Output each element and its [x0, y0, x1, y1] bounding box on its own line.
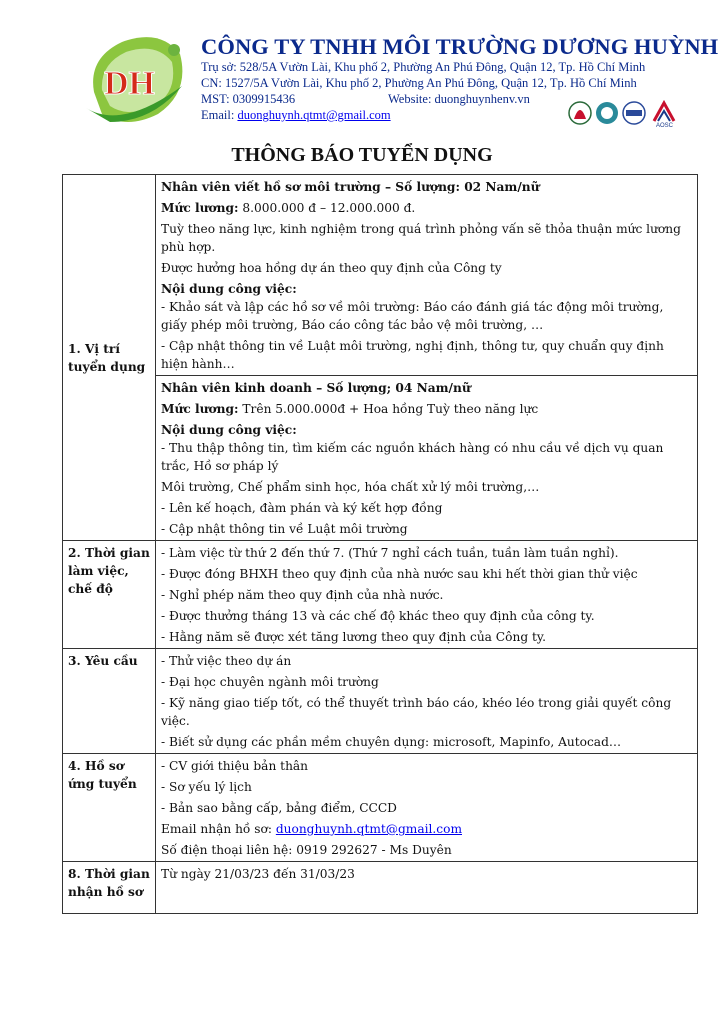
- page-title: THÔNG BÁO TUYỂN DỤNG: [231, 144, 493, 166]
- requirement-item: - Kỹ năng giao tiếp tốt, có thể thuyết trình báo cáo, khéo léo trong giải quyết công việc.: [161, 696, 672, 728]
- requirement-item: - Biết sử dụng các phần mềm chuyên dụng: microsoft, Mapinfo, Autocad…: [161, 735, 622, 749]
- svg-text:DH: DH: [104, 65, 155, 102]
- application-phone: Số điện thoại liên hệ: 0919 292627 - Ms Duyên: [161, 843, 452, 857]
- positions-label: 1. Vị trí tuyển dụng: [63, 175, 156, 541]
- working-item: - Được thưởng tháng 13 và các chế độ khác theo quy định của công ty.: [161, 609, 595, 623]
- application-item: - Bản sao bằng cấp, bảng điểm, CCCD: [161, 801, 397, 815]
- table-row: [63, 541, 698, 649]
- job2-title: Nhân viên kinh doanh – Số lượng; 04 Nam/nữ: [161, 381, 471, 395]
- job1-duties-label: Nội dung công việc:: [161, 282, 297, 296]
- requirement-item: - Thử việc theo dự án: [161, 654, 292, 668]
- working-cell: [156, 541, 698, 649]
- job2-duties-label: Nội dung công việc:: [161, 423, 297, 437]
- job1-cell: [156, 175, 698, 376]
- certification-logos: [568, 99, 688, 127]
- table-row: [63, 862, 698, 914]
- application-email-link[interactable]: duonghuynh.qtmt@gmail.com: [275, 822, 462, 836]
- application-email-line: Email nhận hồ sơ: duonghuynh.qtmt@gmail.com: [161, 822, 462, 836]
- deadline-value: Từ ngày 21/03/23 đến 31/03/23: [156, 862, 698, 914]
- deadline-label: 8. Thời gian nhận hồ sơ: [63, 862, 156, 914]
- table-row: [63, 649, 698, 754]
- job1-duty: - Khảo sát và lập các hồ sơ về môi trường: Báo cáo đánh giá tác động môi trường, giấy phép môi trường, Báo cáo công tác bảo vệ môi trường, …: [161, 300, 664, 332]
- application-label: 4. Hồ sơ ứng tuyển: [63, 754, 156, 862]
- requirements-label: 3. Yêu cầu: [63, 649, 156, 754]
- table-row: [63, 376, 698, 541]
- working-item: - Hằng năm sẽ được xét tăng lương theo quy định của Công ty.: [161, 630, 547, 644]
- email-label: Email:: [201, 108, 238, 122]
- working-item: - Nghỉ phép năm theo quy định của nhà nước.: [161, 588, 444, 602]
- tech-logo: [596, 102, 618, 124]
- company-name: CÔNG TY TNHH MÔI TRƯỜNG DƯƠNG HUỲNH: [201, 34, 719, 59]
- aosc-logo: [654, 103, 674, 127]
- application-item: - CV giới thiệu bản thân: [161, 759, 309, 773]
- company-logo: [82, 30, 188, 130]
- branch-address: CN: 1527/5A Vườn Lài, Khu phố 2, Phường An Phú Đông, Quận 12, Tp. Hồ Chí Minh: [201, 76, 637, 90]
- job2-duty: - Thu thập thông tin, tìm kiếm các nguồn khách hàng có nhu cầu về dịch vụ quan trắc, Hồ sơ pháp lý: [161, 441, 664, 473]
- requirements-cell: [156, 649, 698, 754]
- header-email-link[interactable]: duonghuynh.qtmt@gmail.com: [237, 108, 391, 122]
- job2-duty: - Cập nhật thông tin về Luật môi trường: [161, 522, 408, 536]
- job1-note2: Được hưởng hoa hồng dự án theo quy định của Công ty: [161, 261, 502, 275]
- head-office-address: Trụ sở: 528/5A Vườn Lài, Khu phố 2, Phường An Phú Đông, Quận 12, Tp. Hồ Chí Minh: [201, 60, 646, 74]
- table-row: [63, 754, 698, 862]
- job2-duty: - Lên kế hoạch, đàm phán và ký kết hợp đồng: [161, 501, 443, 515]
- working-item: - Được đóng BHXH theo quy định của nhà nước sau khi hết thời gian thử việc: [161, 567, 638, 581]
- job2-cell: [156, 376, 698, 541]
- job1-salary: Mức lương: 8.000.000 đ – 12.000.000 đ.: [161, 201, 416, 215]
- tax-code: MST: 0309915436: [201, 92, 296, 106]
- website: Website: duonghuynhenv.vn: [388, 92, 530, 106]
- application-cell: [156, 754, 698, 862]
- header-email-line: [201, 108, 391, 123]
- working-item: - Làm việc từ thứ 2 đến thứ 7. (Thứ 7 nghỉ cách tuần, tuần làm tuần nghỉ).: [161, 546, 619, 560]
- job1-title: Nhân viên viết hồ sơ môi trường – Số lượng: 02 Nam/nữ: [161, 180, 540, 194]
- requirement-item: - Đại học chuyên ngành môi trường: [161, 675, 379, 689]
- application-item: - Sơ yếu lý lịch: [161, 780, 252, 794]
- job2-duty: Môi trường, Chế phẩm sinh học, hóa chất xử lý môi trường,…: [161, 480, 540, 494]
- table-row: [63, 175, 698, 376]
- job1-duty: - Cập nhật thông tin về Luật môi trường, nghị định, thông tư, quy chuẩn quy định hiện hành…: [161, 339, 664, 371]
- svg-text:AOSC: AOSC: [656, 123, 674, 127]
- job1-note1: Tuỳ theo năng lực, kinh nghiệm trong quá trình phỏng vấn sẽ thỏa thuận mức lương phù hợp.: [161, 222, 681, 254]
- recruitment-table: [62, 174, 698, 914]
- job2-salary: Mức lương: Trên 5.000.000đ + Hoa hồng Tuỳ theo năng lực: [161, 402, 539, 416]
- vilas-logo: [569, 102, 591, 124]
- isocert-logo: [623, 102, 645, 124]
- working-label: 2. Thời gian làm việc, chế độ: [63, 541, 156, 649]
